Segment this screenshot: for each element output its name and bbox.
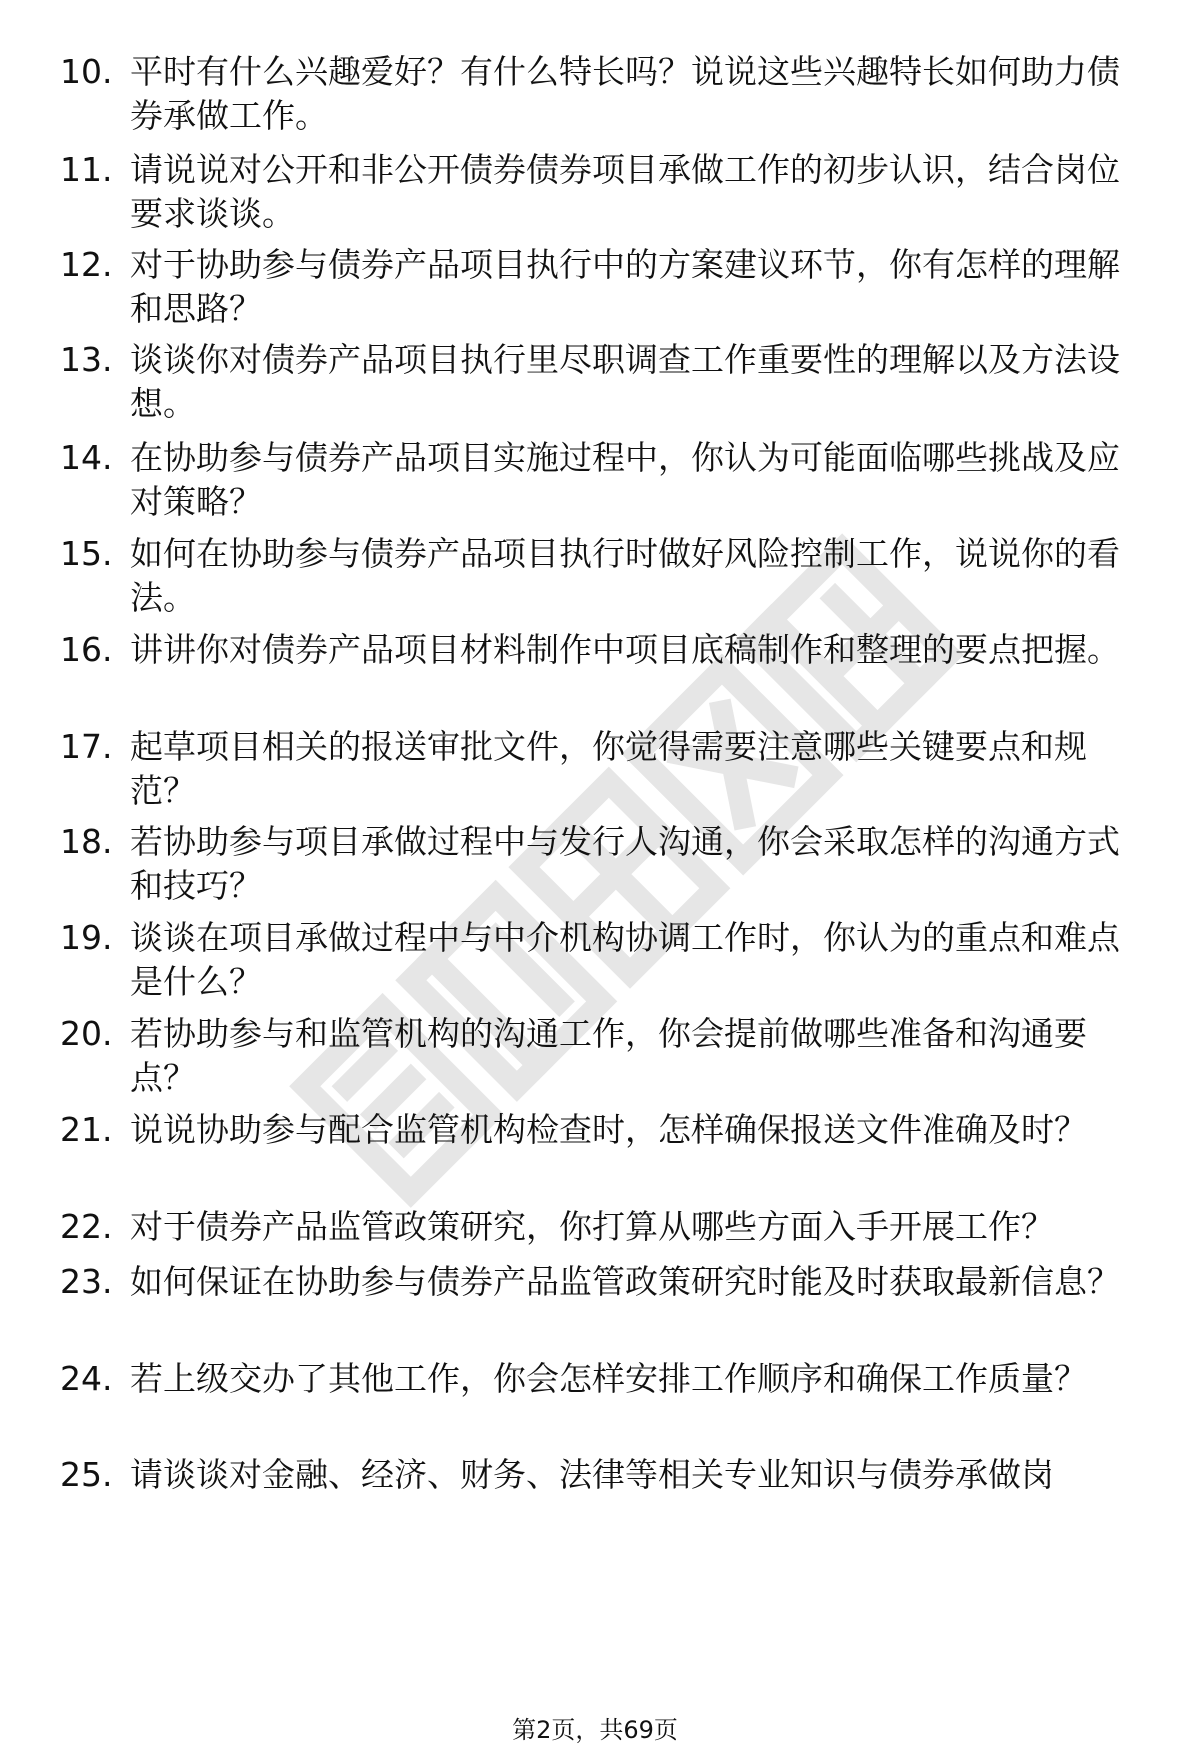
question-text: 在协助参与债券产品项目实施过程中，你认为可能面临哪些挑战及应对策略？ <box>130 438 1120 521</box>
question-number: 12. <box>60 245 113 284</box>
question-number: 16. <box>60 630 113 669</box>
question-text: 谈谈在项目承做过程中与中介机构协调工作时，你认为的重点和难点是什么？ <box>130 918 1120 1001</box>
question-number: 20. <box>60 1014 113 1053</box>
question-text: 对于协助参与债券产品项目执行中的方案建议环节，你有怎样的理解和思路？ <box>130 245 1120 328</box>
question-number: 17. <box>60 727 113 766</box>
page-footer: 第2页，共69页 <box>512 1716 678 1744</box>
question-text: 请谈谈对金融、经济、财务、法律等相关专业知识与债券承做岗 <box>130 1455 1054 1494</box>
question-text: 若协助参与项目承做过程中与发行人沟通，你会采取怎样的沟通方式和技巧？ <box>130 822 1120 905</box>
question-number: 15. <box>60 534 113 573</box>
question-number: 11. <box>60 150 113 189</box>
question-text: 请说说对公开和非公开债券债券项目承做工作的初步认识，结合岗位要求谈谈。 <box>130 150 1120 233</box>
question-number: 18. <box>60 822 113 861</box>
question-number: 19. <box>60 918 113 957</box>
question-text: 若协助参与和监管机构的沟通工作，你会提前做哪些准备和沟通要点？ <box>130 1014 1087 1097</box>
question-text: 谈谈你对债券产品项目执行里尽职调查工作重要性的理解以及方法设想。 <box>130 340 1120 423</box>
question-text: 如何保证在协助参与债券产品监管政策研究时能及时获取最新信息？ <box>130 1262 1120 1301</box>
question-number: 21. <box>60 1110 113 1149</box>
question-text: 若上级交办了其他工作，你会怎样安排工作顺序和确保工作质量？ <box>130 1359 1087 1398</box>
question-number: 13. <box>60 340 113 379</box>
question-text: 对于债券产品监管政策研究，你打算从哪些方面入手开展工作？ <box>130 1207 1054 1246</box>
question-number: 14. <box>60 438 113 477</box>
question-text: 起草项目相关的报送审批文件，你觉得需要注意哪些关键要点和规范？ <box>130 727 1087 810</box>
question-text: 讲讲你对债券产品项目材料制作中项目底稿制作和整理的要点把握。 <box>130 630 1120 669</box>
question-text: 平时有什么兴趣爱好？有什么特长吗？说说这些兴趣特长如何助力债券承做工作。 <box>130 52 1120 135</box>
question-number: 24. <box>60 1359 113 1398</box>
question-number: 23. <box>60 1262 113 1301</box>
question-text: 说说协助参与配合监管机构检查时，怎样确保报送文件准确及时？ <box>130 1110 1087 1149</box>
question-text: 如何在协助参与债券产品项目执行时做好风险控制工作，说说你的看法。 <box>130 534 1120 617</box>
question-number: 25. <box>60 1455 113 1494</box>
question-number: 10. <box>60 52 113 91</box>
question-number: 22. <box>60 1207 113 1246</box>
